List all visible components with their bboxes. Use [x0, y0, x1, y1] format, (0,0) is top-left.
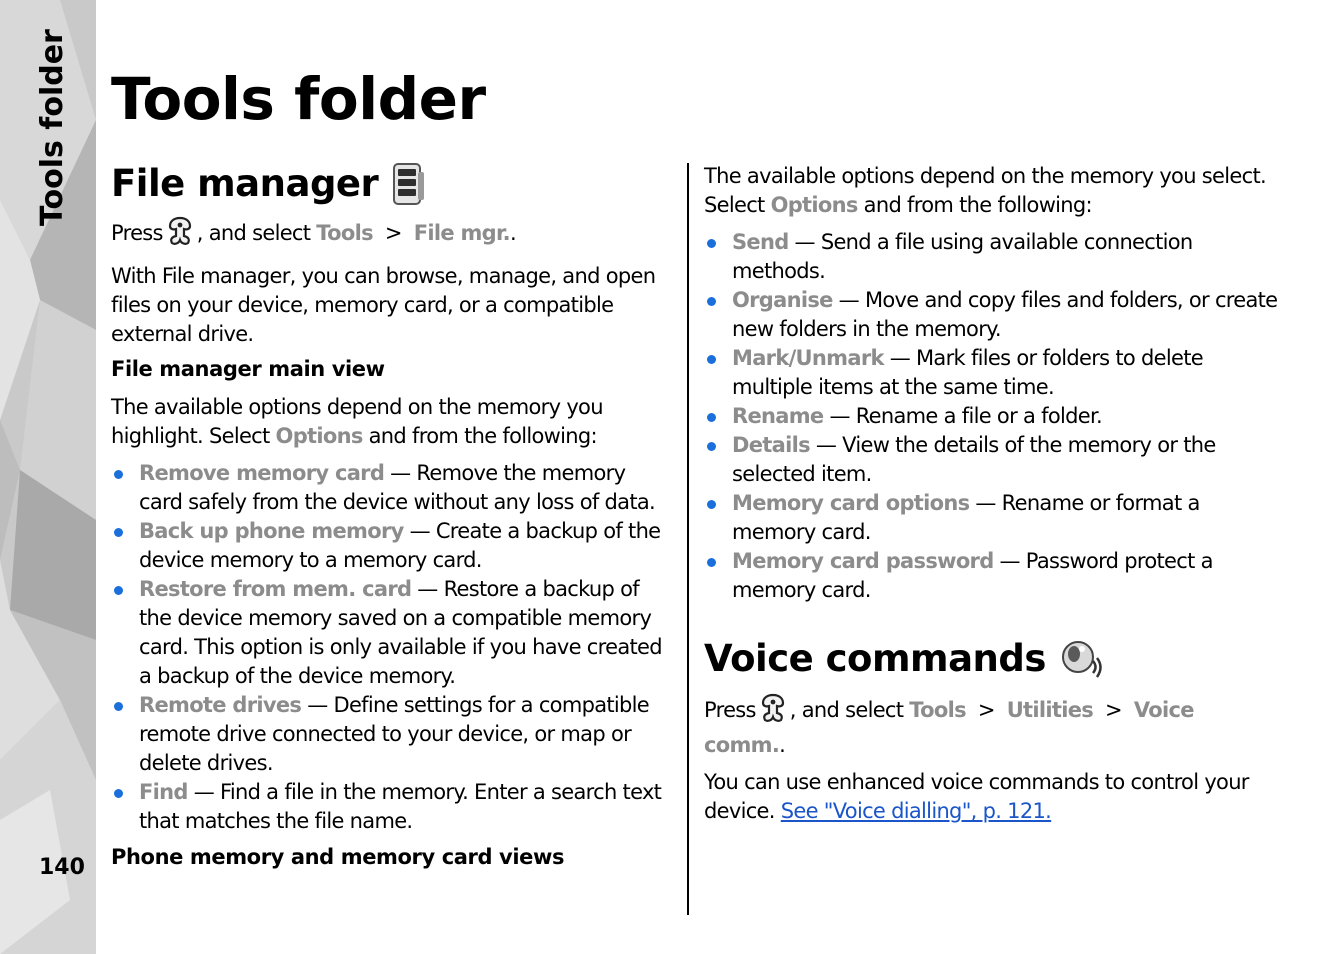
list-item — [111, 575, 673, 691]
voice-dialling-link[interactable]: See "Voice dialling", p. 121. — [780, 799, 1052, 823]
option-desc: — Move and copy files and folders, or create new folders in the memory. — [732, 288, 1278, 341]
path-press-text: Press — [111, 221, 163, 245]
option-desc: — Send a file using available connection methods. — [732, 230, 1193, 283]
main-view-lead — [111, 393, 673, 451]
voice-commands-icon — [1060, 637, 1104, 681]
path-end: . — [509, 221, 516, 245]
option-term: Remove memory card — [139, 461, 385, 485]
memory-views-heading: Phone memory and memory card views — [111, 845, 565, 869]
list-item — [111, 517, 673, 575]
option-term: Send — [732, 230, 789, 254]
option-desc: — Mark files or folders to delete multiple items at the same time. — [732, 346, 1204, 399]
side-band — [0, 0, 96, 954]
option-term: Organise — [732, 288, 833, 312]
option-term: Mark/Unmark — [732, 346, 884, 370]
option-desc: — Restore a backup of the device memory saved on a compatible memory card. This option is only available if you have created a backup of the device memory. — [139, 577, 662, 688]
option-term: Back up phone memory — [139, 519, 404, 543]
voice-commands-text: You can use enhanced voice commands to control your device. — [704, 770, 1249, 823]
voice-commands-heading-text: Voice commands — [704, 637, 1046, 680]
list-item — [704, 547, 1279, 605]
left-column — [111, 160, 673, 872]
option-desc: — Create a backup of the device memory to a memory card. — [139, 519, 661, 572]
path-step-utilities: Utilities — [1006, 698, 1094, 722]
option-term: Rename — [732, 404, 824, 428]
path-mid-text: , and select — [196, 221, 311, 245]
list-item — [704, 286, 1279, 344]
side-section-title: Tools folder — [35, 29, 70, 226]
path-separator: > — [384, 221, 402, 245]
file-manager-icon — [392, 162, 426, 206]
option-term: Find — [139, 780, 188, 804]
option-desc: — Rename or format a memory card. — [732, 491, 1200, 544]
path-step-file-mgr: File mgr. — [413, 221, 510, 245]
option-term: Memory card options — [732, 491, 970, 515]
list-item — [704, 344, 1279, 402]
list-item — [111, 691, 673, 778]
memory-views-options-term: Options — [770, 193, 858, 217]
memory-views-lead-b: and from the following: — [863, 193, 1092, 217]
menu-key-icon — [167, 216, 193, 254]
memory-views-lead — [704, 162, 1279, 220]
path-press-text: Press — [704, 698, 756, 722]
list-item — [704, 402, 1279, 431]
option-desc: — Remove the memory card safely from the device without any loss of data. — [139, 461, 656, 514]
option-term: Restore from mem. card — [139, 577, 412, 601]
memory-views-lead-a: The available options depend on the memory you select. Select — [704, 164, 1266, 217]
option-term: Remote drives — [139, 693, 302, 717]
page-number: 140 — [39, 855, 85, 880]
path-separator: > — [977, 698, 995, 722]
path-separator: > — [1105, 698, 1122, 722]
path-step-tools: Tools — [316, 221, 373, 245]
file-manager-heading — [111, 160, 673, 208]
path-mid-text: , and select — [789, 698, 904, 722]
list-item — [111, 459, 673, 517]
option-desc: — Rename a file or a folder. — [823, 404, 1102, 428]
voice-commands-body — [704, 768, 1279, 826]
column-divider — [687, 163, 689, 915]
main-view-heading: File manager main view — [111, 357, 385, 381]
menu-key-icon — [760, 693, 786, 731]
voice-commands-path — [704, 693, 1279, 760]
main-view-lead-a: The available options depend on the memory you highlight. Select — [111, 395, 603, 448]
option-desc: — Find a file in the memory. Enter a search text that matches the file name. — [139, 780, 662, 833]
main-view-options-list — [111, 459, 673, 836]
file-manager-path — [111, 216, 673, 254]
option-desc: — Define settings for a compatible remote drive connected to your device, or map or delete drives. — [139, 693, 650, 775]
right-column — [704, 160, 1279, 826]
main-view-options-term: Options — [275, 424, 363, 448]
list-item — [111, 778, 673, 836]
option-desc: — View the details of the memory or the selected item. — [732, 433, 1216, 486]
page-title: Tools folder — [111, 65, 486, 133]
memory-views-options-list — [704, 228, 1279, 605]
list-item — [704, 431, 1279, 489]
voice-commands-heading — [704, 635, 1279, 683]
path-step-tools: Tools — [909, 698, 966, 722]
path-end: . — [779, 733, 786, 757]
option-term: Details — [732, 433, 810, 457]
path-step-voice-comm: Voice comm. — [704, 698, 1194, 757]
list-item — [704, 489, 1279, 547]
file-manager-heading-text: File manager — [111, 162, 379, 205]
main-view-lead-b: and from the following: — [368, 424, 597, 448]
file-manager-intro: With File manager, you can browse, manage, and open files on your device, memory card, or a compatible external drive. — [111, 264, 656, 346]
option-desc: — Password protect a memory card. — [732, 549, 1213, 602]
option-term: Memory card password — [732, 549, 994, 573]
list-item — [704, 228, 1279, 286]
